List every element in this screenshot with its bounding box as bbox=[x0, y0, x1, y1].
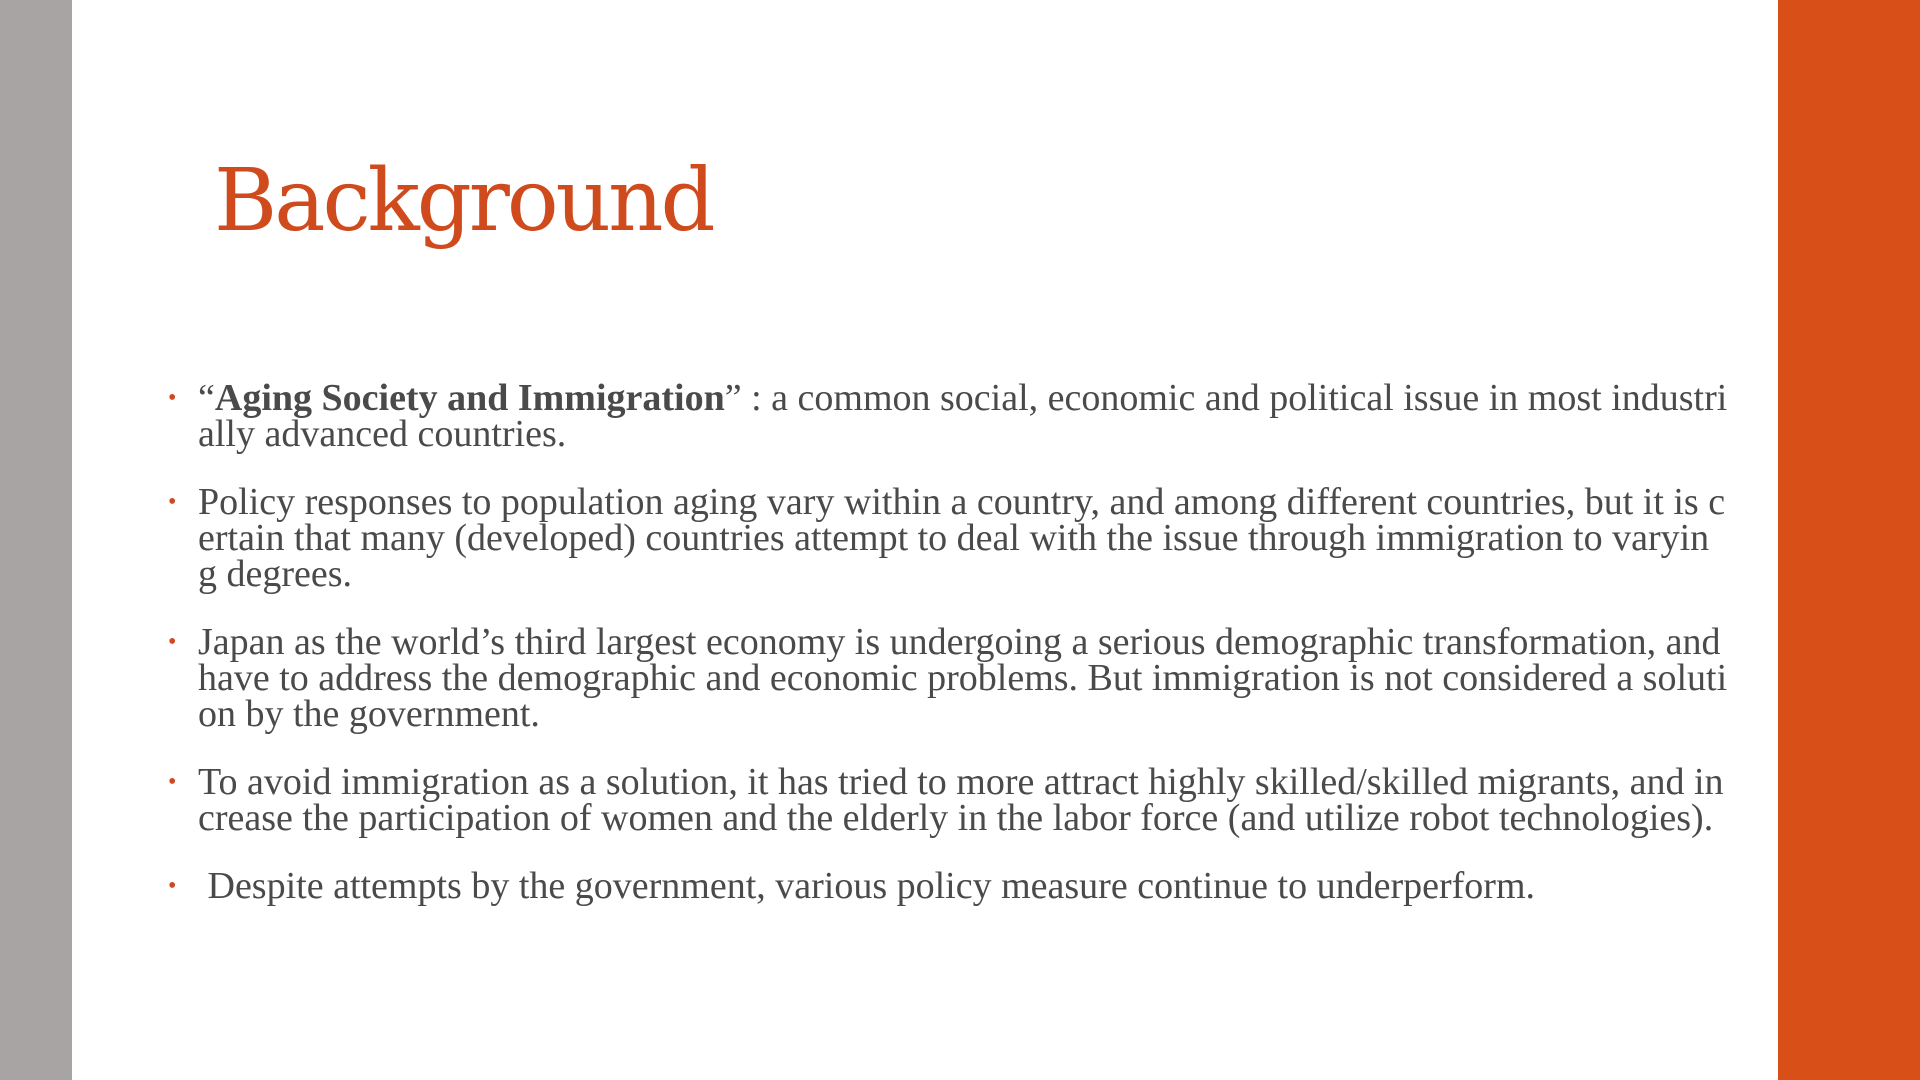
bullet-text: To avoid immigration as a solution, it has tried to more attract highly skilled/skilled migrants, and increase the participation of women and the elderly in the labor force (and utilize robot technologies). bbox=[198, 761, 1724, 839]
bullet-list bbox=[168, 377, 1728, 936]
bullet-text-bold: Aging Society and Immigration bbox=[214, 377, 725, 419]
bullet-text: ” : a common social, economic and political issue in most industrially advanced countries. bbox=[198, 377, 1728, 455]
bullet-icon: • bbox=[168, 489, 177, 515]
slide-title: Background bbox=[214, 151, 713, 251]
bullet-icon: • bbox=[168, 873, 177, 899]
bullet-item bbox=[168, 865, 1728, 907]
bullet-item bbox=[168, 621, 1728, 735]
right-accent-bar bbox=[1778, 0, 1920, 1080]
bullet-item bbox=[168, 481, 1728, 595]
bullet-text: Japan as the world’s third largest economy is undergoing a serious demographic transformation, and have to address the demographic and economic problems. But immigration is not considered a solution by the government. bbox=[198, 621, 1728, 735]
bullet-icon: • bbox=[168, 385, 177, 411]
bullet-item bbox=[168, 761, 1728, 839]
bullet-text-prefix: “ bbox=[198, 377, 215, 419]
bullet-icon: • bbox=[168, 629, 177, 655]
bullet-text: Policy responses to population aging vary within a country, and among different countries, but it is certain that many (developed) countries attempt to deal with the issue through immigration to varying degrees. bbox=[198, 481, 1726, 595]
bullet-text: Despite attempts by the government, various policy measure continue to underperform. bbox=[198, 865, 1536, 907]
left-accent-bar bbox=[0, 0, 72, 1080]
bullet-icon: • bbox=[168, 769, 177, 795]
bullet-item bbox=[168, 377, 1728, 455]
